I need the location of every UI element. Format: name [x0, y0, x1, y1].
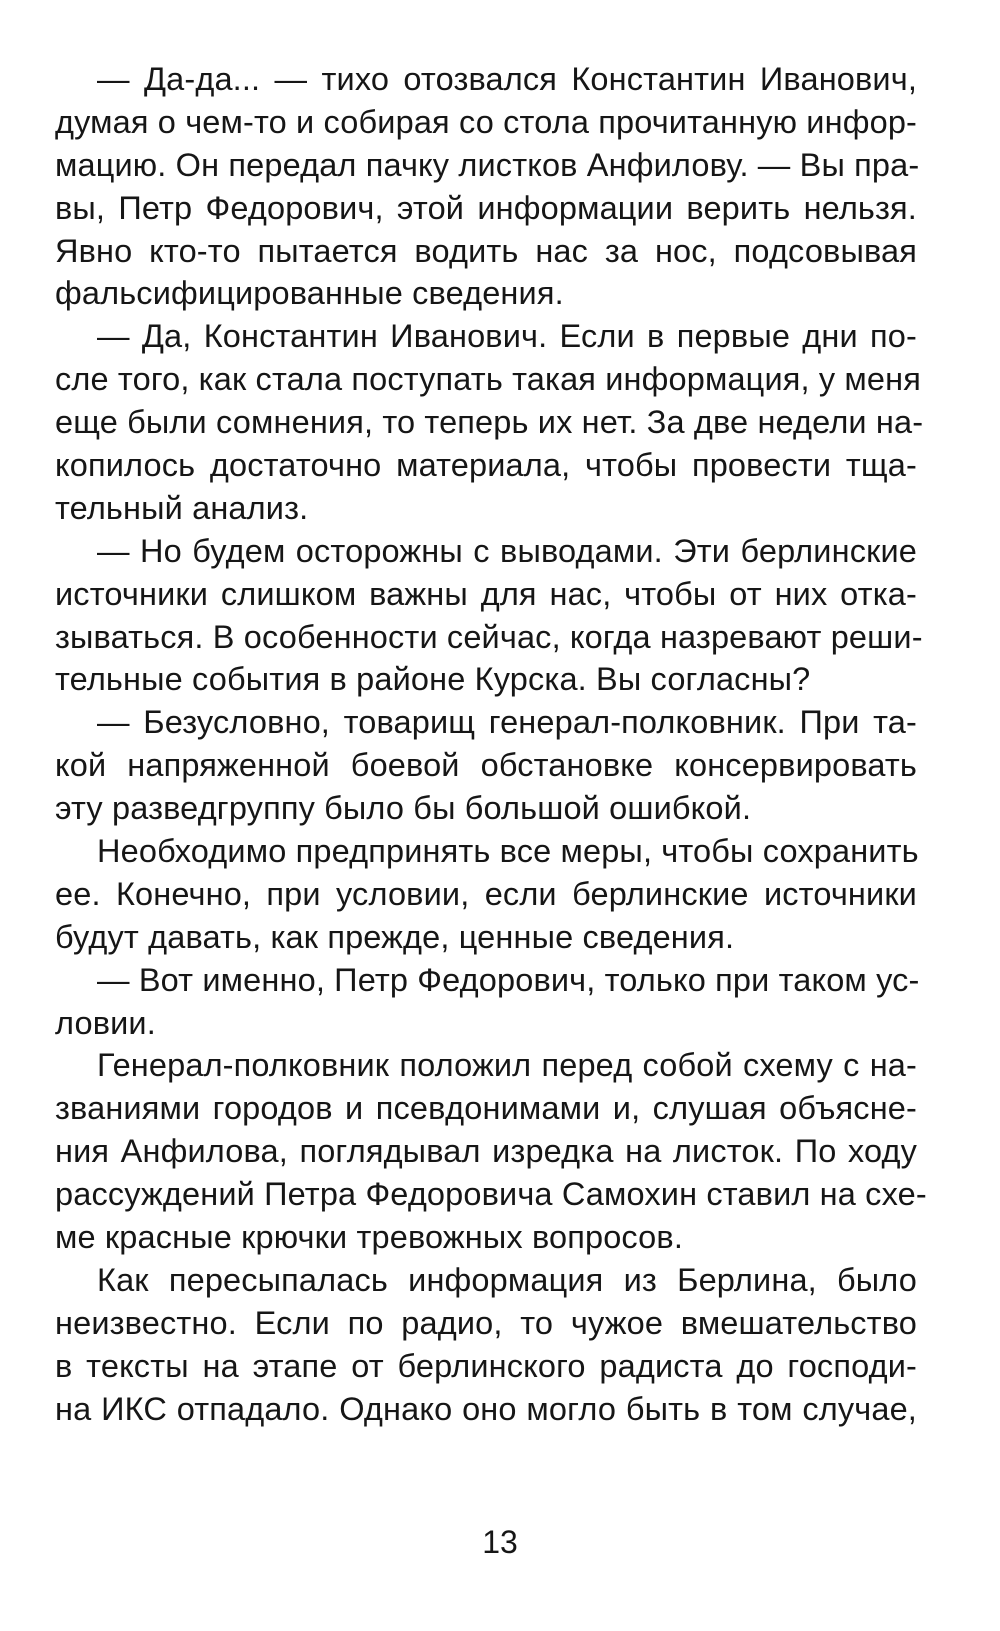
book-page-text [55, 58, 927, 1431]
text-line: Генерал-полковник положил перед собой схему с на- [97, 1047, 917, 1084]
text-line: Как пересыпалась информация из Берлина, было [97, 1261, 917, 1298]
text-line: фальсифицированные сведения. [55, 275, 564, 312]
text-line: ее. Конечно, при условии, если берлинские источники [55, 875, 917, 912]
text-line: еще были сомнения, то теперь их нет. За две недели на- [55, 404, 924, 441]
text-line: — Да-да... — тихо отозвался Константин Иванович, [97, 61, 917, 97]
text-line: в тексты на этапе от берлинского радиста до господи- [55, 1347, 917, 1384]
text-line: — Да, Константин Иванович. Если в первые дни по- [97, 318, 917, 355]
text-line: ме красные крючки тревожных вопросов. [55, 1219, 684, 1256]
text-line: ловии. [55, 1004, 156, 1041]
text-line: тельные события в районе Курска. Вы согласны? [55, 661, 811, 698]
page-number: 13 [482, 1524, 518, 1560]
text-line: — Безусловно, товарищ генерал-полковник. При та- [97, 704, 917, 741]
text-line: — Но будем осторожны с выводами. Эти берлинские [97, 532, 917, 569]
text-line: ния Анфилова, поглядывал изредка на листок. По ходу [55, 1133, 917, 1170]
text-line: зываться. В особенности сейчас, когда назревают реши- [55, 618, 923, 655]
text-line: Явно кто-то пытается водить нас за нос, подсовывая [55, 232, 917, 269]
text-line: копилось достаточно материала, чтобы провести тща- [55, 447, 917, 484]
text-line: рассуждений Петра Федоровича Самохин ставил на схе- [55, 1176, 927, 1213]
text-line: вы, Петр Федорович, этой информации верить нельзя. [55, 189, 917, 226]
text-line: источники слишком важны для нас, чтобы от них отка- [55, 575, 917, 612]
text-line: — Вот именно, Петр Федорович, только при таком ус- [97, 961, 920, 998]
text-line: кой напряженной боевой обстановке консервировать [55, 747, 917, 784]
text-line: Необходимо предпринять все меры, чтобы сохранить [97, 833, 919, 870]
text-line: мацию. Он передал пачку листков Анфилову. — Вы пра- [55, 146, 920, 183]
text-line: сле того, как стала поступать такая информация, у меня [55, 361, 922, 398]
text-line: на ИКС отпадало. Однако оно могло быть в том случае, [55, 1390, 917, 1427]
text-line: неизвестно. Если по радио, то чужое вмешательство [55, 1304, 917, 1341]
text-line: званиями городов и псевдонимами и, слушая объясне- [55, 1090, 917, 1127]
text-line: думая о чем-то и собирая со стола прочитанную инфор- [55, 103, 918, 140]
text-line: эту разведгруппу было бы большой ошибкой. [55, 790, 752, 827]
text-line: тельный анализ. [55, 489, 309, 526]
text-line: будут давать, как прежде, ценные сведения. [55, 918, 735, 955]
